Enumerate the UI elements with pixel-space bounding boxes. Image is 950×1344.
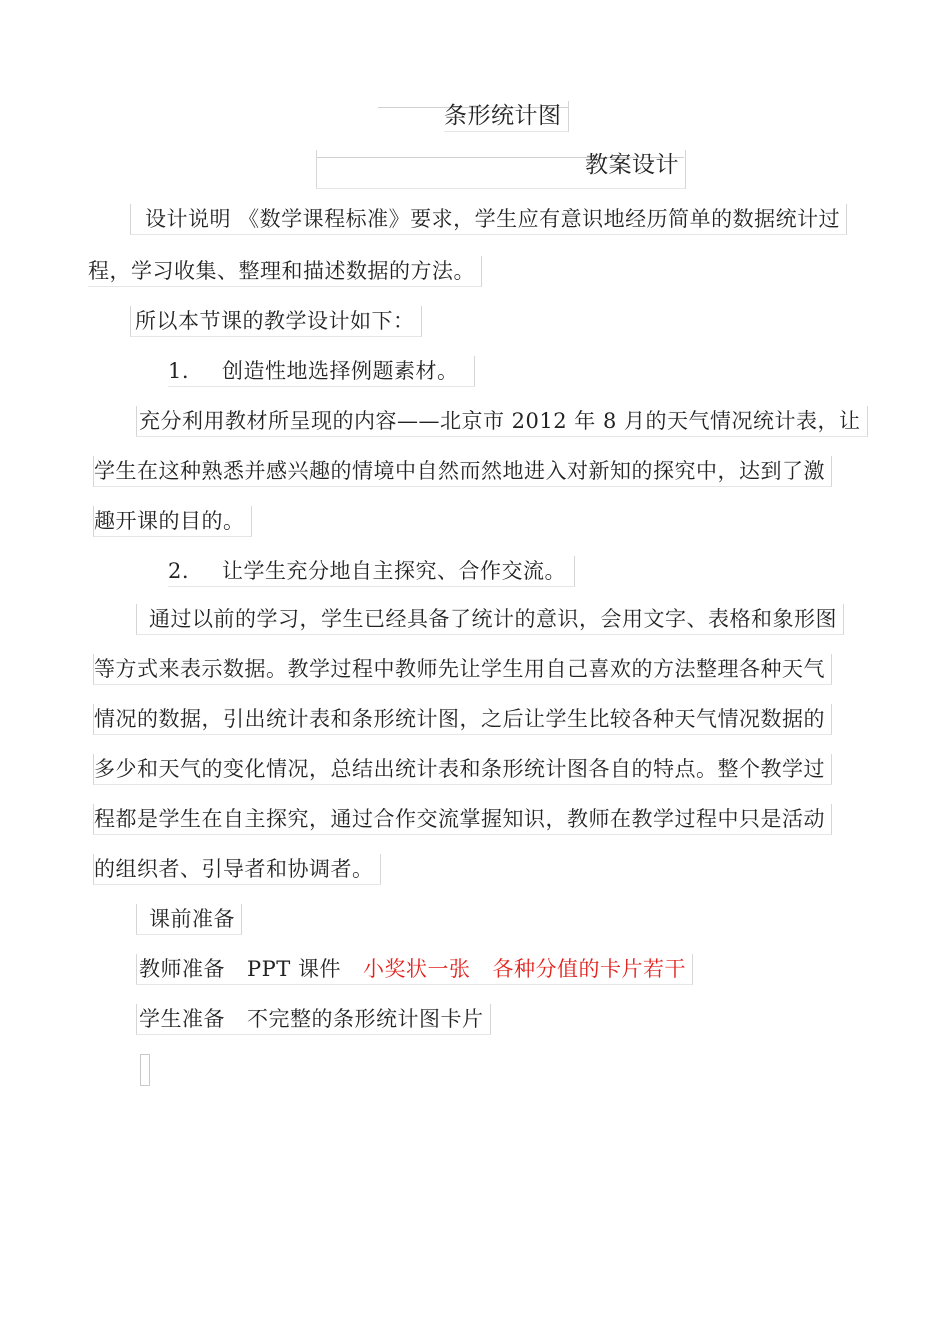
p1-line-2 [93, 456, 832, 487]
page-subtitle-text: 教案设计 [585, 152, 679, 178]
p2-line-1 [136, 604, 844, 635]
prep-heading [136, 904, 242, 935]
p1-line-2-text: 学生在这种熟悉并感兴趣的情境中自然而然地进入对新知的探究中，达到了激 [94, 459, 825, 483]
intro-line-1-text: 设计说明 《数学课程标准》要求，学生应有意识地经历简单的数据统计过 [145, 207, 841, 231]
page-title [444, 101, 569, 132]
empty-text-box[interactable] [140, 1054, 150, 1086]
p2-line-4 [93, 754, 832, 785]
teacher-prep-line [136, 954, 693, 985]
student-prep-item: 不完整的条形统计图卡片 [247, 1007, 484, 1031]
intro-line-2-text: 程，学习收集、整理和描述数据的方法。 [88, 259, 475, 283]
intro-line-1 [130, 204, 847, 235]
prep-heading-text: 课前准备 [149, 907, 235, 931]
list-item-2-text: 让学生充分地自主探究、合作交流。 [222, 559, 566, 583]
p2-line-6-text: 的组织者、引导者和协调者。 [94, 857, 374, 881]
teacher-prep-label: 教师准备 [139, 957, 225, 981]
list-item-1-number: 1. [168, 359, 190, 383]
teacher-prep-award: 小奖状一张 [362, 957, 471, 981]
p1-line-1 [136, 406, 868, 437]
lead-text: 所以本节课的教学设计如下： [135, 309, 415, 333]
page-subtitle [316, 150, 686, 189]
list-item-1-text: 创造性地选择例题素材。 [222, 359, 459, 383]
p1-line-3 [93, 506, 252, 537]
p2-line-3 [93, 704, 832, 735]
intro-line-2 [88, 256, 482, 287]
list-item-2-number: 2. [168, 559, 190, 583]
p2-line-5-text: 程都是学生在自主探究，通过合作交流掌握知识，教师在教学过程中只是活动 [94, 807, 825, 831]
student-prep-label: 学生准备 [139, 1007, 225, 1031]
teacher-prep-cards: 各种分值的卡片若干 [492, 957, 686, 981]
p2-line-1-text: 通过以前的学习，学生已经具备了统计的意识，会用文字、表格和象形图 [149, 607, 837, 631]
list-item-1 [168, 356, 475, 387]
page-title-text: 条形统计图 [444, 103, 562, 129]
p2-line-3-text: 情况的数据，引出统计表和条形统计图，之后让学生比较各种天气情况数据的 [94, 707, 825, 731]
p2-line-2-text: 等方式来表示数据。教学过程中教师先让学生用自己喜欢的方法整理各种天气 [94, 657, 825, 681]
teacher-prep-ppt: PPT 课件 [247, 957, 341, 981]
p2-line-4-text: 多少和天气的变化情况，总结出统计表和条形统计图各自的特点。整个教学过 [94, 757, 825, 781]
p1-line-3-text: 趣开课的目的。 [94, 509, 245, 533]
p2-line-2 [93, 654, 832, 685]
p1-line-1-text: 充分利用教材所呈现的内容——北京市 2012 年 8 月的天气情况统计表，让 [139, 409, 861, 433]
lead-line [130, 306, 422, 337]
list-item-2 [168, 556, 575, 587]
student-prep-line [136, 1004, 491, 1035]
p2-line-6 [93, 854, 381, 885]
p2-line-5 [93, 804, 832, 835]
